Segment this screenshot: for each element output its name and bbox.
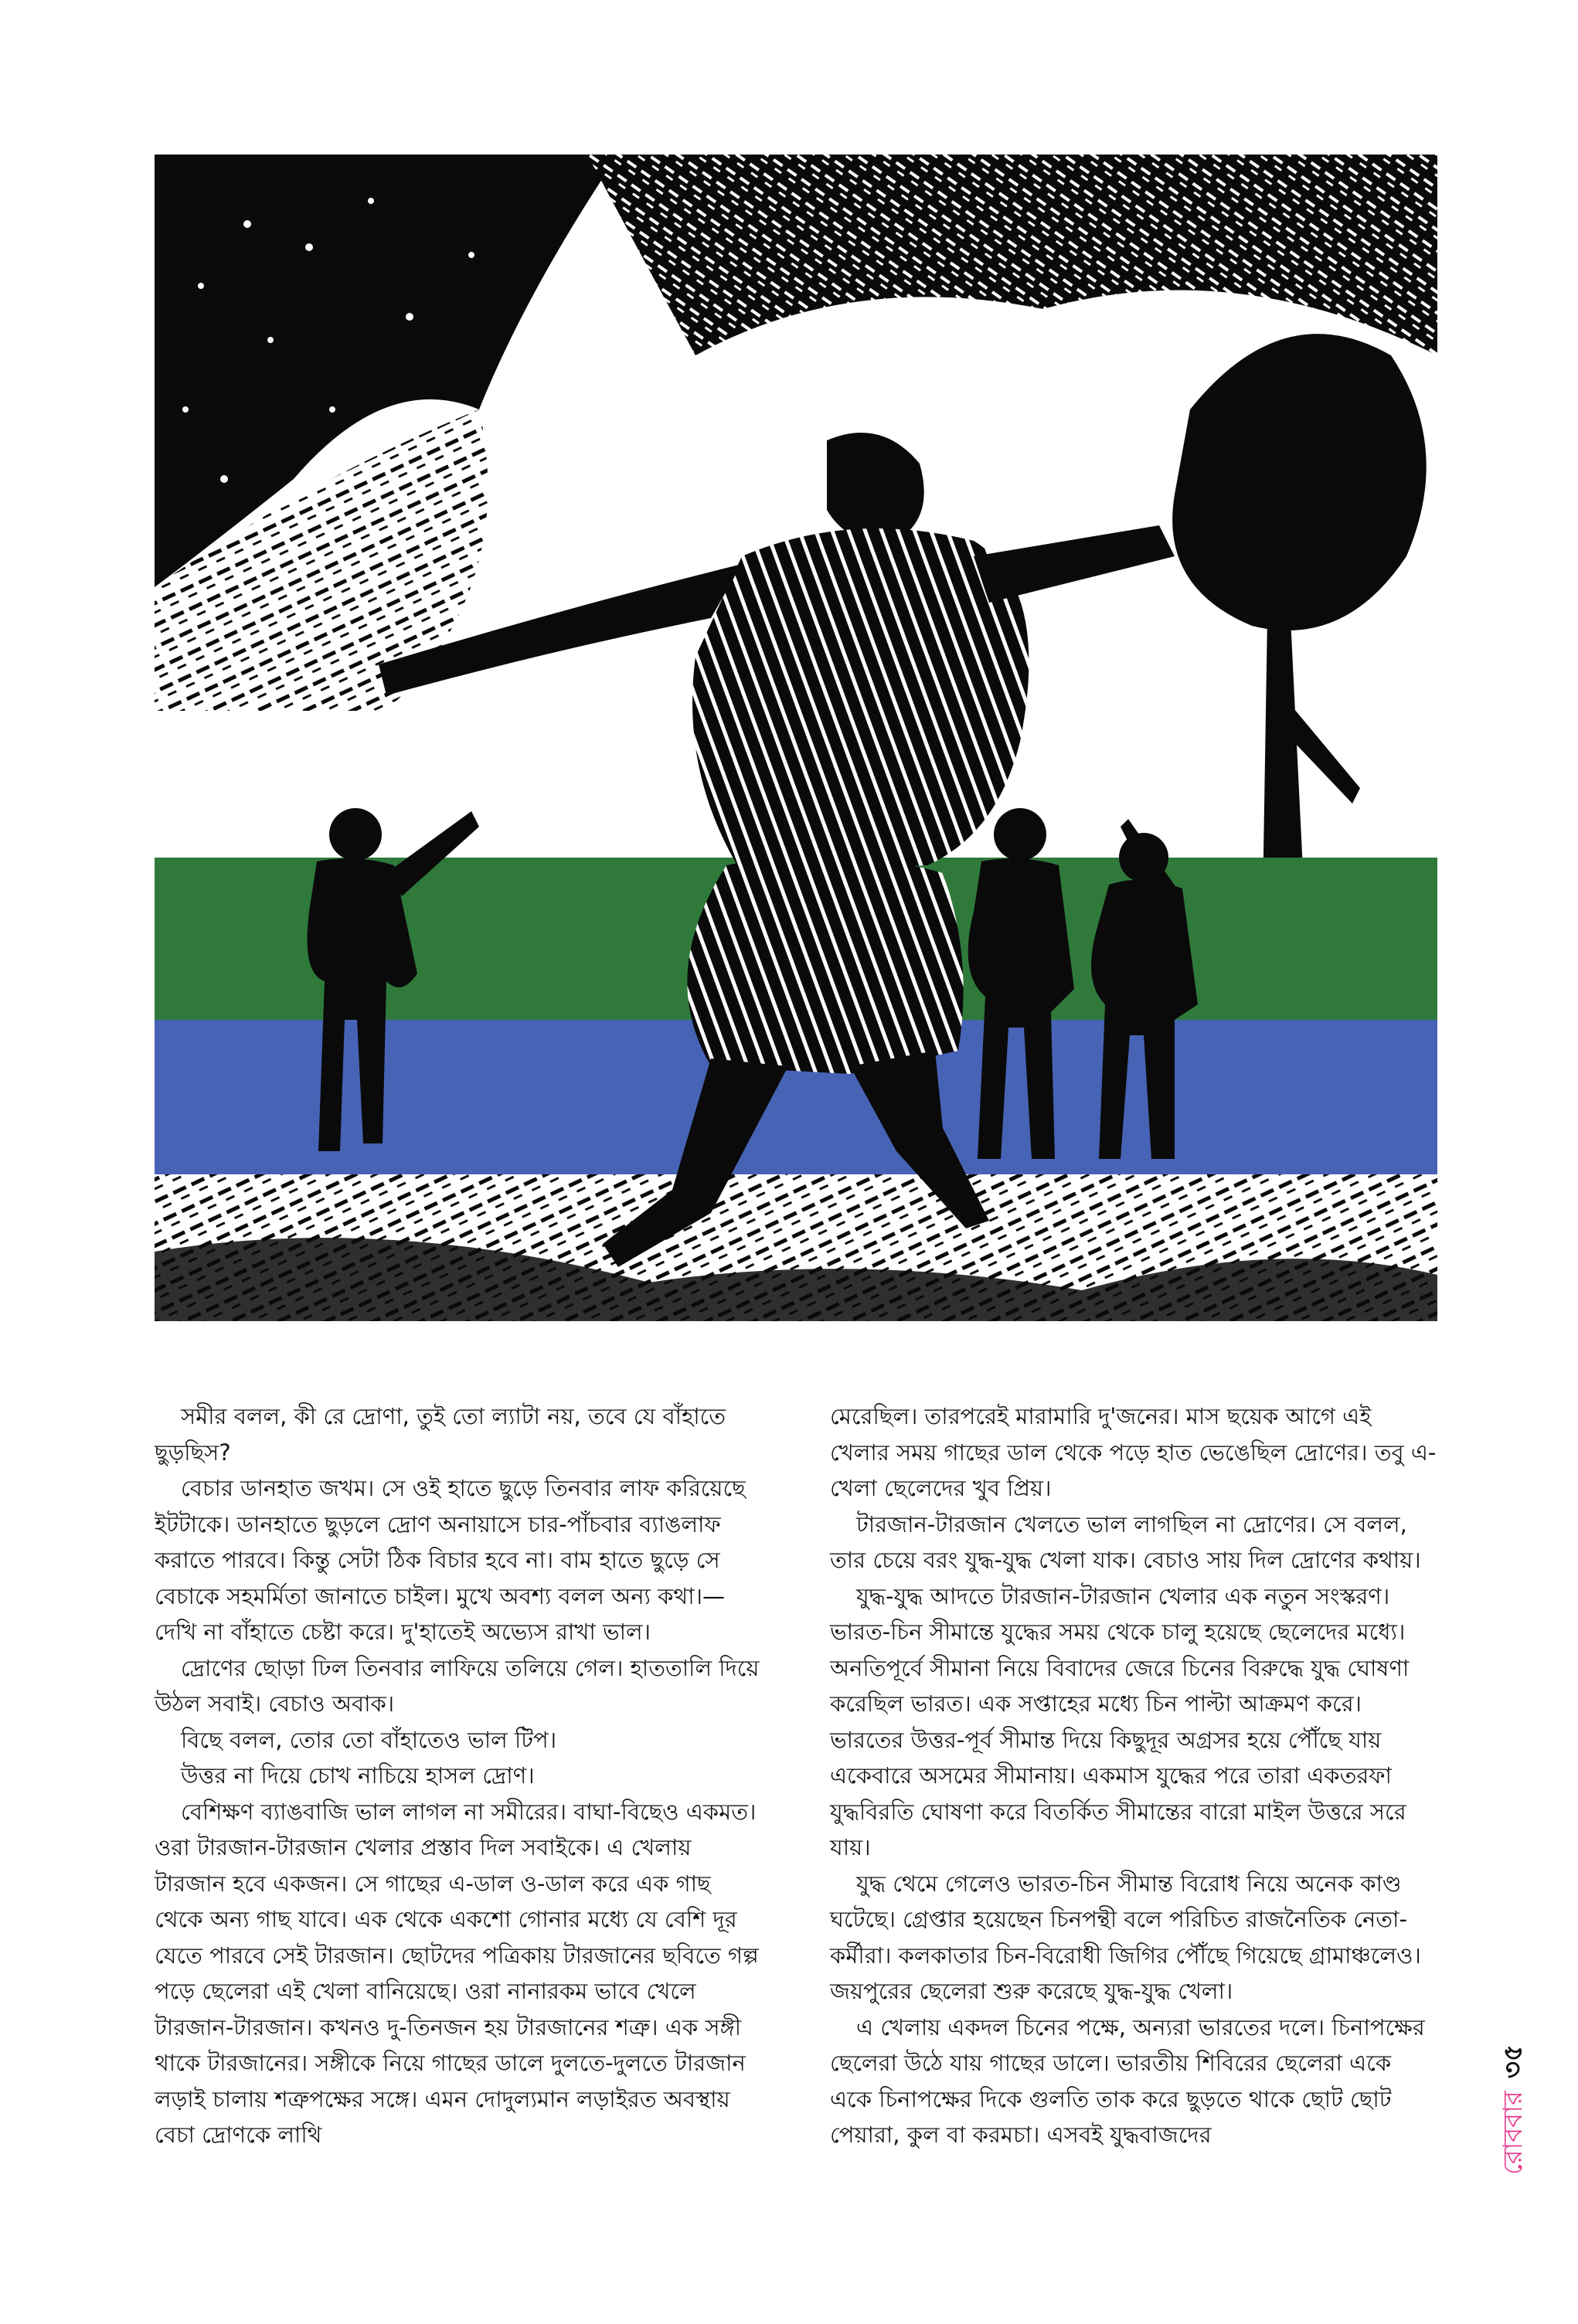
paragraph-continued: মেরেছিল। তারপরেই মারামারি দু'জনের। মাস ছয়েক আগে এই খেলার সময় গাছের ডাল থেকে পড়ে হাত ভেঙেছিল দ্রোণের। তবু এ-খেলা ছেলেদের খুব প্রিয়।	[830, 1403, 1437, 1501]
paragraph: বিছে বলল, তোর তো বাঁহাতেও ভাল টিপ।	[181, 1726, 557, 1753]
paragraph: উত্তর না দিয়ে চোখ নাচিয়ে হাসল দ্রোণ।	[181, 1762, 535, 1789]
paragraph: টারজান-টারজান খেলতে ভাল লাগছিল না দ্রোণের। সে বলল, তার চেয়ে বরং যুদ্ধ-যুদ্ধ খেলা যাক। বেচাও সায় দিল দ্রোণের কথায়।	[830, 1510, 1421, 1573]
page-number: ৩৫	[1497, 2044, 1529, 2078]
page-folio	[1484, 1993, 1546, 2225]
paragraph: যুদ্ধ থেমে গেলেও ভারত-চিন সীমান্ত বিরোধ নিয়ে অনেক কাণ্ড ঘটেছে। গ্রেপ্তার হয়েছেন চিনপন্থী বলে পরিচিত রাজনৈতিক নেতা-কর্মীরা। কলকাতার চিন-বিরোধী জিগির পৌঁছে গিয়েছে গ্রামাঞ্চলেও। জয়পুরের ছেলেরা শুরু করেছে যুদ্ধ-যুদ্ধ খেলা।	[830, 1870, 1421, 2004]
magazine-name: রোববার	[1497, 2090, 1529, 2175]
text-column-right	[830, 1398, 1437, 2153]
paragraph: দ্রোণের ছোড়া ঢিল তিনবার লাফিয়ে তলিয়ে গেল। হাততালি দিয়ে উঠল সবাই। বেচাও অবাক।	[155, 1654, 760, 1717]
paragraph: বেশিক্ষণ ব্যাঙবাজি ভাল লাগল না সমীরের। বাঘা-বিছেও একমত। ওরা টারজান-টারজান খেলার প্রস্তাব দিল সবাইকে। এ খেলায় টারজান হবে একজন। সে গাছের এ-ডাল ও-ডাল করে এক গাছ থেকে অন্য গাছ যাবে। এক থেকে একশো গোনার মধ্যে যে বেশি দূর যেতে পারবে সেই টারজান। ছোটদের পত্রিকায় টারজানের ছবিতে গল্প পড়ে ছেলেরা এই খেলা বানিয়েছে। ওরা নানারকম ভাবে খেলে টারজান-টারজান। কখনও দু-তিনজন হয় টারজানের শত্রু। এক সঙ্গী থাকে টারজানের। সঙ্গীকে নিয়ে গাছের ডালে দুলতে-দুলতে টারজান লড়াই চালায় শত্রুপক্ষের সঙ্গে। এমন দোদুল্যমান লড়াইরত অবস্থায় বেচা দ্রোণকে লাথি	[155, 1798, 759, 2148]
paragraph: সমীর বলল, কী রে দ্রোণা, তুই তো ল্যাটা নয়, তবে যে বাঁহাতে ছুড়ছিস?	[155, 1403, 726, 1466]
paragraph: এ খেলায় একদল চিনের পক্ষে, অন্যরা ভারতের দলে। চিনাপক্ষের ছেলেরা উঠে যায় গাছের ডালে। ভারতীয় শিবিরের ছেলেরা একে একে চিনাপক্ষের দিকে গুলতি তাক করে ছুড়তে থাকে ছোট ছোট পেয়ারা, কুল বা করমচা। এসবই যুদ্ধবাজদের	[830, 2013, 1425, 2148]
paragraph: যুদ্ধ-যুদ্ধ আদতে টারজান-টারজান খেলার এক নতুন সংস্করণ। ভারত-চিন সীমান্তে যুদ্ধের সময় থেকে চালু হয়েছে ছেলেদের মধ্যে। অনতিপূর্বে সীমানা নিয়ে বিবাদের জেরে চিনের বিরুদ্ধে যুদ্ধ ঘোষণা করেছিল ভারত। এক সপ্তাহের মধ্যে চিন পাল্টা আক্রমণ করে। ভারতের উত্তর-পূর্ব সীমান্ত দিয়ে কিছুদূর অগ্রসর হয়ে পৌঁছে যায় একেবারে অসমের সীমানায়। একমাস যুদ্ধের পরে তারা একতরফা যুদ্ধবিরতি ঘোষণা করে বিতর্কিত সীমান্তের বারো মাইল উত্তরে সরে যায়।	[830, 1582, 1410, 1860]
text-column-left	[155, 1398, 762, 2153]
paragraph: বেচার ডানহাত জখম। সে ওই হাতে ছুড়ে তিনবার লাফ করিয়েছে ইটটাকে। ডানহাতে ছুড়লে দ্রোণ অনায়াসে চার-পাঁচবার ব্যাঙলাফ করাতে পারবে। কিন্তু সেটা ঠিক বিচার হবে না। বাম হাতে ছুড়ে সে বেচাকে সহমর্মিতা জানাতে চাইল। মুখে অবশ্য বলল অন্য কথা।—দেখি না বাঁহাতে চেষ্টা করে। দু'হাতেই অভ্যেস রাখা ভাল।	[155, 1475, 746, 1645]
article-body	[155, 1398, 1437, 2153]
story-illustration	[155, 155, 1437, 1321]
woodcut-illustration	[155, 155, 1437, 1321]
